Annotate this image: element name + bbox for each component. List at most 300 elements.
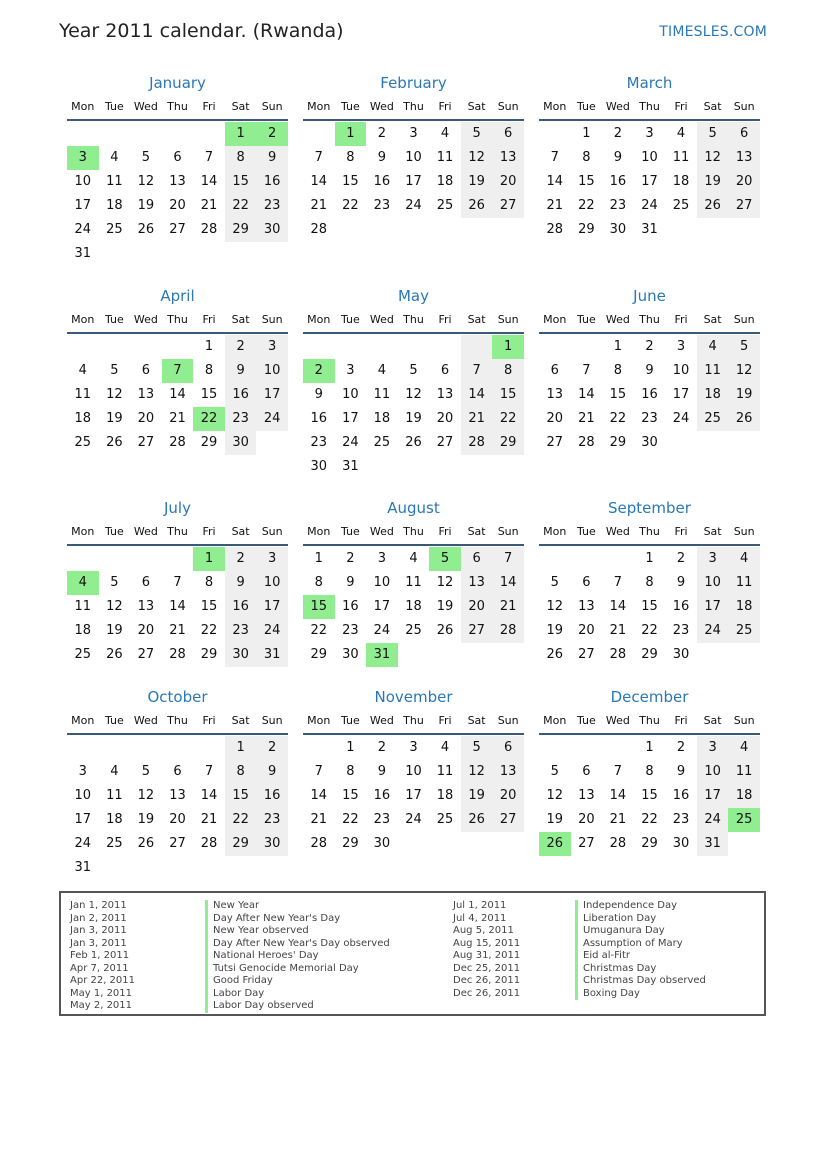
day-cell: 26 [405, 435, 422, 450]
legend-holiday-name: New Year [205, 900, 390, 913]
day-cell: 18 [672, 174, 690, 189]
holiday-cell: 7 [162, 359, 194, 383]
weekday-label: Thu [167, 525, 188, 538]
weekday-label: Sun [261, 525, 283, 538]
legend-date: Jan 3, 2011 [70, 925, 127, 936]
empty-cell [162, 122, 194, 146]
weekday-label: Wed [369, 313, 394, 326]
day-cell: 11 [672, 150, 690, 165]
day-cell: 12 [728, 359, 760, 383]
day-cell: 7 [492, 547, 524, 571]
weekday-label: Tue [104, 714, 124, 727]
day-cell: 9 [676, 575, 686, 590]
day-cell: 23 [225, 619, 257, 643]
day-cell: 19 [461, 170, 493, 194]
day-cell: 30 [256, 832, 288, 856]
weekday-label: Wed [605, 714, 630, 727]
day-cell: 14 [310, 174, 328, 189]
day-cell: 19 [106, 623, 123, 638]
day-cell: 1 [645, 740, 654, 755]
day-cell: 14 [492, 571, 524, 595]
day-cell: 7 [314, 764, 323, 779]
legend-date: May 2, 2011 [70, 1000, 133, 1011]
day-cell: 24 [74, 222, 92, 237]
day-cell: 17 [373, 599, 391, 614]
header-rule [303, 332, 524, 334]
day-cell: 18 [74, 411, 92, 426]
day-cell: 26 [106, 647, 123, 662]
empty-cell [571, 736, 603, 760]
day-cell: 28 [310, 222, 328, 237]
day-cell: 4 [409, 551, 418, 566]
legend-names-right [575, 900, 706, 1000]
month-name: September [608, 499, 691, 517]
month-june [539, 286, 760, 455]
header-rule [67, 332, 288, 334]
weekday-label: Sat [467, 525, 486, 538]
day-cell: 9 [676, 764, 686, 779]
day-cell: 17 [342, 411, 359, 426]
day-cell: 28 [200, 836, 218, 851]
day-cell: 13 [436, 387, 454, 402]
weekday-label: Sat [231, 100, 250, 113]
month-name: July [164, 499, 191, 517]
day-cell: 18 [405, 599, 422, 614]
day-cell: 29 [641, 647, 658, 662]
holiday-cell: 1 [335, 122, 367, 146]
day-cell: 20 [492, 784, 524, 808]
weekday-label: Mon [307, 525, 331, 538]
day-cell: 7 [582, 363, 591, 378]
day-cell: 17 [697, 595, 729, 619]
site-link[interactable]: TIMESLES.COM [659, 24, 767, 40]
day-cell: 6 [550, 363, 559, 378]
day-cell: 23 [373, 198, 391, 213]
day-cell: 23 [256, 808, 288, 832]
empty-cell [429, 335, 461, 359]
day-cell: 12 [405, 387, 422, 402]
day-cell: 9 [225, 359, 257, 383]
day-cell: 10 [697, 571, 729, 595]
day-cell: 31 [74, 860, 92, 875]
header-rule [303, 733, 524, 735]
day-cell: 16 [609, 174, 627, 189]
day-cell: 17 [74, 198, 92, 213]
month-december [539, 687, 760, 856]
header-rule [67, 119, 288, 121]
legend-date: Dec 26, 2011 [453, 987, 521, 999]
weekday-label: Thu [167, 313, 188, 326]
day-cell: 16 [641, 387, 658, 402]
day-cell: 14 [546, 174, 564, 189]
day-cell: 6 [492, 122, 524, 146]
day-cell: 12 [546, 599, 564, 614]
day-cell: 22 [609, 411, 627, 426]
empty-cell [162, 736, 194, 760]
day-cell: 11 [728, 760, 760, 784]
day-cell: 25 [728, 619, 760, 643]
weekday-label: Fri [674, 100, 688, 113]
weekday-label: Wed [133, 313, 158, 326]
day-cell: 7 [204, 150, 214, 165]
day-cell: 28 [169, 435, 186, 450]
day-cell: 5 [409, 363, 418, 378]
weekday-header [539, 311, 760, 329]
day-cell: 12 [106, 387, 123, 402]
legend-holiday-name: Umuganura Day [575, 925, 706, 938]
holiday-cell: 31 [366, 643, 398, 667]
day-cell: 13 [169, 788, 186, 803]
day-cell: 21 [310, 812, 328, 827]
day-cell: 22 [342, 812, 359, 827]
day-cell: 7 [461, 359, 493, 383]
weekday-header [67, 98, 288, 116]
day-cell: 3 [645, 126, 654, 141]
day-cell: 20 [436, 411, 454, 426]
day-cell: 6 [440, 363, 450, 378]
day-cell: 11 [74, 599, 92, 614]
day-cell: 20 [546, 411, 564, 426]
day-cell: 11 [405, 575, 422, 590]
weekday-header [303, 98, 524, 116]
day-cell: 10 [405, 764, 422, 779]
day-cell: 28 [461, 431, 493, 455]
weekday-label: Sat [703, 100, 722, 113]
day-cell: 24 [697, 808, 729, 832]
weekday-label: Sun [733, 100, 755, 113]
day-cell: 20 [169, 812, 186, 827]
header-rule [539, 332, 760, 334]
day-cell: 6 [492, 736, 524, 760]
day-cell: 27 [728, 194, 760, 218]
day-cell: 1 [613, 339, 623, 354]
empty-cell [99, 547, 131, 571]
day-cell: 8 [613, 363, 623, 378]
header-rule [303, 119, 524, 121]
day-cell: 25 [106, 836, 123, 851]
legend-holiday-name: Boxing Day [575, 988, 706, 1001]
day-cell: 7 [314, 150, 323, 165]
weekday-label: Tue [576, 714, 596, 727]
day-cell: 6 [173, 764, 182, 779]
weekday-label: Sat [231, 525, 250, 538]
weekday-label: Sat [703, 525, 722, 538]
day-cell: 30 [225, 431, 257, 455]
day-cell: 17 [256, 383, 288, 407]
day-cell: 6 [173, 150, 182, 165]
day-cell: 23 [342, 623, 359, 638]
month-april [67, 286, 288, 455]
day-cell: 19 [728, 383, 760, 407]
day-cell: 1 [582, 126, 591, 141]
day-cell: 21 [609, 623, 627, 638]
weekday-label: Sun [733, 714, 755, 727]
weekday-label: Sun [497, 714, 519, 727]
day-cell: 17 [74, 812, 92, 827]
day-cell: 1 [204, 339, 214, 354]
empty-cell [162, 547, 194, 571]
month-name: August [387, 499, 440, 517]
day-cell: 14 [169, 599, 186, 614]
weekday-label: Sun [733, 525, 755, 538]
empty-cell [130, 547, 162, 571]
day-cell: 23 [609, 198, 627, 213]
day-cell: 26 [106, 435, 123, 450]
weekday-label: Tue [576, 313, 596, 326]
weekday-label: Thu [639, 313, 660, 326]
day-cell: 15 [609, 387, 627, 402]
weekday-label: Wed [133, 525, 158, 538]
day-cell: 22 [578, 198, 595, 213]
legend-date: Aug 31, 2011 [453, 950, 521, 961]
day-cell: 18 [728, 784, 760, 808]
weekday-label: Fri [202, 525, 216, 538]
day-cell: 15 [200, 599, 218, 614]
day-cell: 6 [582, 575, 591, 590]
day-cell: 31 [697, 832, 729, 856]
holiday-cell: 5 [429, 547, 461, 571]
empty-cell [398, 335, 430, 359]
empty-cell [130, 736, 162, 760]
holiday-cell: 22 [193, 407, 225, 431]
day-cell: 8 [645, 575, 654, 590]
day-cell: 24 [405, 812, 422, 827]
day-cell: 28 [546, 222, 564, 237]
day-grid [67, 736, 288, 880]
day-cell: 20 [492, 170, 524, 194]
weekday-label: Wed [133, 100, 158, 113]
weekday-label: Wed [369, 100, 394, 113]
weekday-header [67, 712, 288, 730]
day-cell: 23 [256, 194, 288, 218]
empty-cell [67, 547, 99, 571]
day-cell: 8 [492, 359, 524, 383]
day-cell: 26 [461, 194, 493, 218]
weekday-label: Wed [369, 525, 394, 538]
day-cell: 23 [225, 407, 257, 431]
day-cell: 24 [256, 619, 288, 643]
day-cell: 19 [436, 599, 454, 614]
day-cell: 9 [256, 760, 288, 784]
legend-date: Jan 2, 2011 [70, 912, 127, 924]
month-name: June [633, 287, 666, 305]
day-cell: 27 [461, 619, 493, 643]
weekday-label: Sat [703, 714, 722, 727]
day-cell: 9 [346, 575, 355, 590]
day-cell: 21 [492, 595, 524, 619]
empty-cell [99, 736, 131, 760]
legend-holiday-name: Independence Day [575, 900, 706, 913]
day-cell: 16 [225, 383, 257, 407]
day-cell: 15 [492, 383, 524, 407]
day-cell: 20 [578, 812, 595, 827]
day-cell: 14 [310, 788, 328, 803]
day-cell: 3 [78, 764, 87, 779]
day-cell: 26 [137, 222, 155, 237]
day-cell: 4 [676, 126, 686, 141]
day-cell: 19 [106, 411, 123, 426]
legend-date: Jan 1, 2011 [70, 900, 127, 911]
day-cell: 2 [645, 339, 654, 354]
day-cell: 11 [436, 764, 454, 779]
weekday-header [303, 523, 524, 541]
day-cell: 1 [225, 736, 257, 760]
day-cell: 9 [225, 571, 257, 595]
day-cell: 11 [106, 788, 123, 803]
day-cell: 21 [546, 198, 564, 213]
day-cell: 28 [200, 222, 218, 237]
day-cell: 4 [440, 126, 450, 141]
weekday-label: Fri [674, 714, 688, 727]
weekday-label: Fri [438, 714, 452, 727]
day-cell: 5 [697, 122, 729, 146]
day-cell: 4 [440, 740, 450, 755]
weekday-label: Mon [543, 100, 567, 113]
day-cell: 2 [377, 740, 387, 755]
legend-holiday-name: Day After New Year's Day [205, 913, 390, 926]
weekday-label: Wed [133, 714, 158, 727]
day-cell: 14 [609, 599, 627, 614]
weekday-label: Sat [467, 714, 486, 727]
day-cell: 5 [110, 575, 119, 590]
month-name: February [380, 74, 447, 92]
day-cell: 23 [672, 623, 690, 638]
day-cell: 28 [310, 836, 328, 851]
legend-dates-left [70, 900, 135, 1013]
day-cell: 12 [106, 599, 123, 614]
day-cell: 10 [256, 571, 288, 595]
day-cell: 12 [546, 788, 564, 803]
day-cell: 16 [342, 599, 359, 614]
day-cell: 2 [377, 126, 387, 141]
month-name: May [397, 287, 429, 305]
day-cell: 20 [137, 411, 155, 426]
day-grid [539, 736, 760, 856]
legend-names-left [205, 900, 390, 1013]
empty-cell [366, 335, 398, 359]
day-cell: 14 [578, 387, 595, 402]
empty-cell [335, 335, 367, 359]
day-cell: 26 [546, 647, 564, 662]
legend-date: Jan 3, 2011 [70, 937, 127, 949]
day-cell: 16 [310, 411, 328, 426]
day-grid [539, 122, 760, 242]
day-cell: 3 [697, 736, 729, 760]
weekday-label: Sun [261, 100, 283, 113]
day-cell: 19 [546, 812, 564, 827]
day-cell: 14 [200, 174, 218, 189]
day-cell: 3 [256, 335, 288, 359]
day-cell: 27 [137, 435, 155, 450]
empty-cell [193, 122, 225, 146]
day-cell: 9 [645, 363, 654, 378]
day-grid [303, 335, 524, 479]
day-cell: 30 [342, 647, 359, 662]
day-cell: 17 [672, 387, 690, 402]
day-cell: 22 [492, 407, 524, 431]
day-cell: 13 [492, 760, 524, 784]
weekday-label: Tue [340, 313, 360, 326]
day-grid [303, 122, 524, 242]
day-cell: 3 [256, 547, 288, 571]
day-cell: 17 [405, 174, 422, 189]
weekday-label: Tue [340, 100, 360, 113]
day-cell: 25 [672, 198, 690, 213]
day-cell: 30 [373, 836, 391, 851]
day-cell: 26 [697, 194, 729, 218]
day-cell: 20 [728, 170, 760, 194]
day-cell: 13 [578, 599, 595, 614]
weekday-label: Sun [497, 525, 519, 538]
day-cell: 21 [310, 198, 328, 213]
day-cell: 11 [373, 387, 391, 402]
day-cell: 19 [697, 170, 729, 194]
weekday-label: Thu [403, 525, 424, 538]
day-cell: 5 [550, 575, 559, 590]
legend-date: Apr 22, 2011 [70, 975, 136, 986]
legend-holiday-name: Eid al-Fitr [575, 950, 706, 963]
weekday-label: Thu [639, 525, 660, 538]
day-cell: 5 [461, 122, 493, 146]
day-cell: 28 [609, 836, 627, 851]
day-cell: 7 [173, 575, 182, 590]
day-cell: 12 [436, 575, 454, 590]
day-cell: 19 [461, 784, 493, 808]
empty-cell [303, 122, 335, 146]
month-october [67, 687, 288, 880]
day-cell: 28 [609, 647, 627, 662]
legend-date: Dec 26, 2011 [453, 975, 521, 986]
day-cell: 10 [256, 359, 288, 383]
weekday-label: Thu [403, 714, 424, 727]
day-cell: 18 [697, 383, 729, 407]
day-cell: 31 [74, 246, 92, 261]
day-cell: 17 [405, 788, 422, 803]
weekday-label: Thu [167, 714, 188, 727]
day-cell: 15 [342, 788, 359, 803]
empty-cell [99, 122, 131, 146]
month-name: November [374, 688, 453, 706]
day-cell: 13 [137, 599, 155, 614]
holiday-cell: 1 [193, 547, 225, 571]
weekday-label: Tue [104, 525, 124, 538]
weekday-label: Wed [605, 313, 630, 326]
day-cell: 13 [578, 788, 595, 803]
legend-date: Jul 4, 2011 [453, 912, 507, 924]
day-cell: 3 [676, 339, 686, 354]
weekday-label: Sat [467, 100, 486, 113]
day-cell: 8 [314, 575, 323, 590]
day-cell: 19 [405, 411, 422, 426]
day-cell: 4 [728, 736, 760, 760]
day-cell: 7 [613, 575, 623, 590]
day-cell: 20 [461, 595, 493, 619]
empty-cell [67, 335, 99, 359]
weekday-label: Tue [104, 313, 124, 326]
day-cell: 6 [141, 575, 151, 590]
empty-cell [303, 736, 335, 760]
day-cell: 5 [550, 764, 559, 779]
day-cell: 11 [728, 571, 760, 595]
day-cell: 16 [373, 174, 391, 189]
day-cell: 10 [342, 387, 359, 402]
empty-cell [571, 335, 603, 359]
weekday-label: Tue [340, 525, 360, 538]
day-cell: 27 [169, 222, 186, 237]
day-cell: 22 [225, 194, 257, 218]
day-grid [539, 547, 760, 667]
empty-cell [602, 736, 634, 760]
